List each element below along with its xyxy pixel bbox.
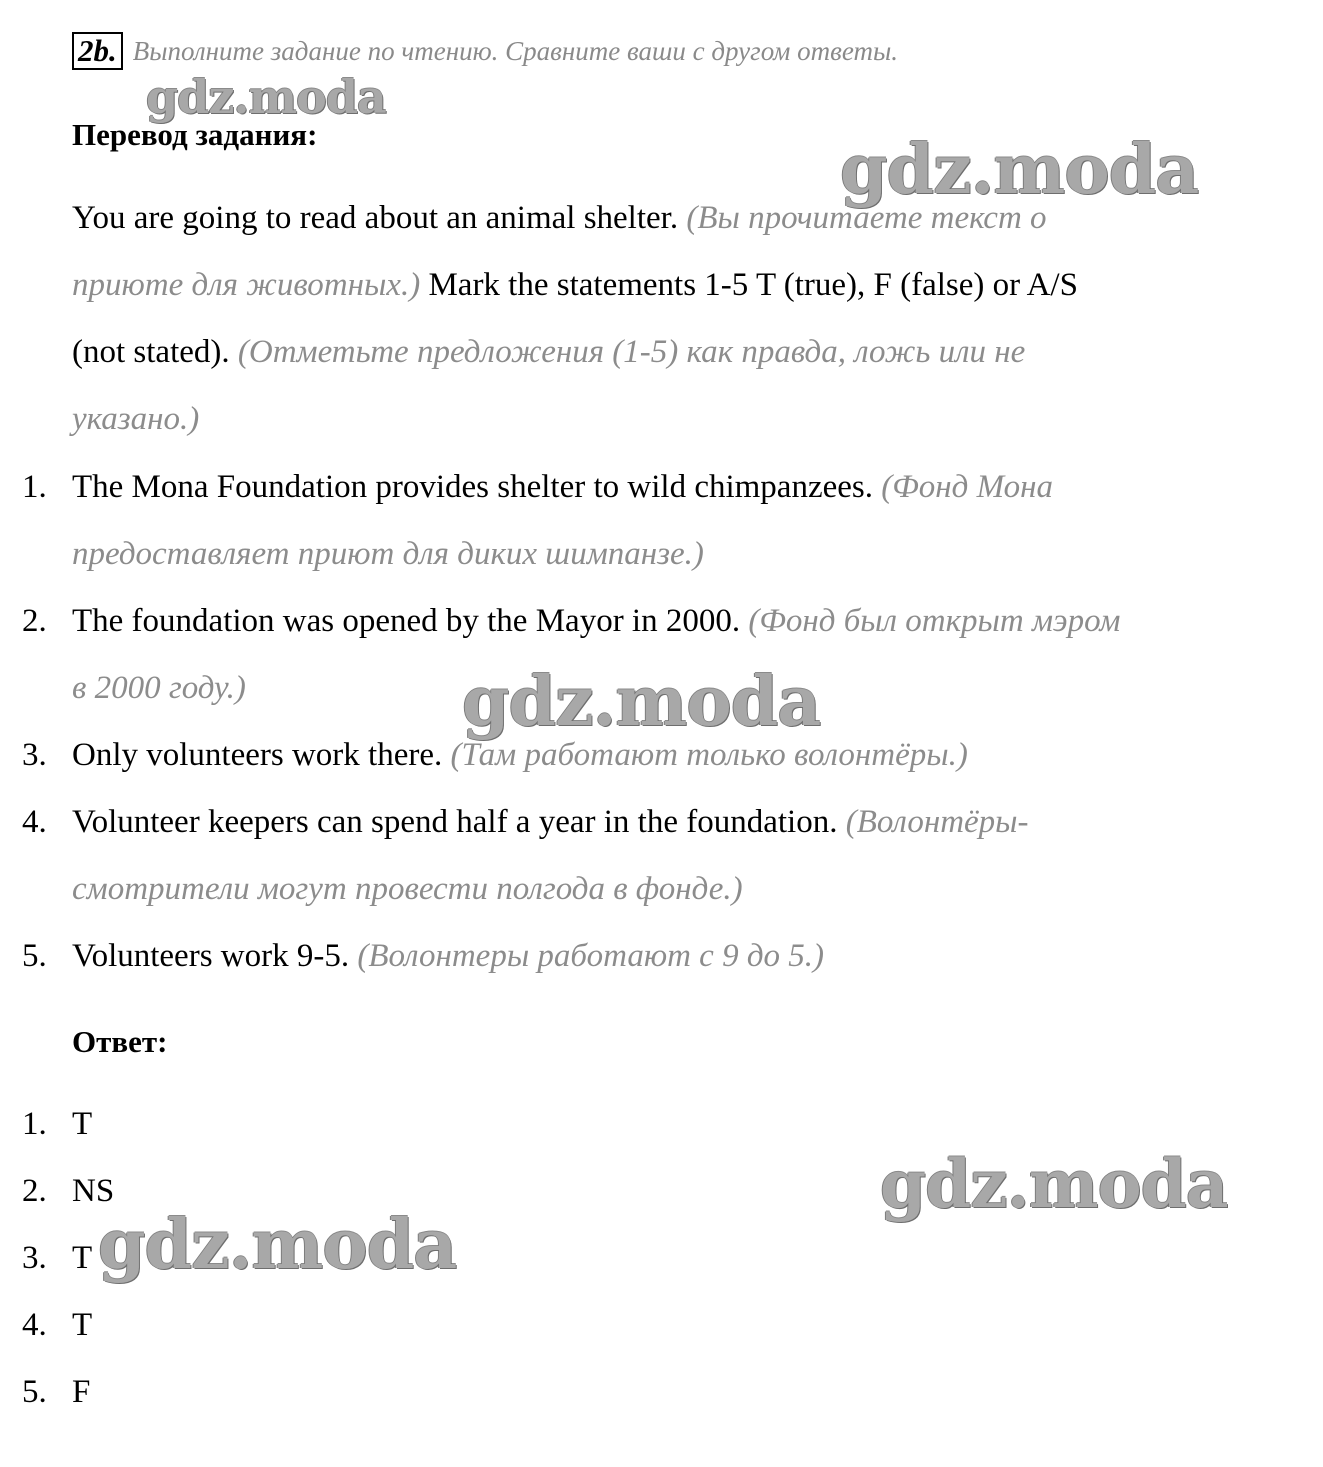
watermark-logo: gdz.moda	[98, 1205, 457, 1285]
statement-3	[72, 737, 968, 774]
statement-4-ru-cont: смотрители могут провести полгода в фонде.)	[72, 871, 743, 907]
task-instruction: Выполните задание по чтению. Сравните ваши с другом ответы.	[132, 35, 899, 66]
intro-line-3-ru: (Отметьте предложения (1-5) как правда, ложь или не	[237, 334, 1026, 370]
watermark-logo: gdz.moda	[880, 1145, 1228, 1223]
intro-line-2	[72, 267, 1078, 304]
statement-number: 2.	[22, 603, 47, 639]
statement-3-en: Only volunteers work there.	[72, 737, 443, 773]
intro-line-3	[72, 334, 1025, 371]
answer-value: NS	[72, 1173, 115, 1209]
answer-number: 1.	[22, 1106, 47, 1142]
intro-line-1-en: You are going to read about an animal shelter.	[72, 200, 679, 236]
statement-5	[72, 938, 824, 975]
statement-1-cont	[72, 536, 704, 573]
answer-value: T	[72, 1106, 93, 1142]
statement-1	[72, 469, 1053, 506]
answer-number: 5.	[22, 1374, 47, 1410]
answer-value: F	[72, 1374, 91, 1410]
statement-5-ru: (Волонтеры работают с 9 до 5.)	[357, 938, 824, 974]
intro-line-3-en: (not stated).	[72, 334, 230, 370]
answer-number: 4.	[22, 1307, 47, 1343]
answer-value: T	[72, 1240, 93, 1276]
statement-1-ru: (Фонд Мона	[881, 469, 1053, 505]
statement-2-cont	[72, 670, 246, 707]
translation-heading: Перевод задания:	[72, 117, 318, 152]
statement-3-ru: (Там работают только волонтёры.)	[450, 737, 968, 773]
intro-line-4-ru: указано.)	[72, 401, 200, 437]
statement-2-ru: (Фонд был открыт мэром	[748, 603, 1121, 639]
intro-line-4	[72, 401, 199, 438]
statement-number: 4.	[22, 804, 47, 840]
statement-number: 5.	[22, 938, 47, 974]
intro-line-2-en: Mark the statements 1-5 T (true), F (false) or A/S	[428, 267, 1078, 303]
task-number: 2b.	[72, 32, 123, 70]
answer-number: 3.	[22, 1240, 47, 1276]
watermark-logo: gdz.moda	[146, 70, 386, 124]
statement-4	[72, 804, 1029, 841]
statement-4-cont	[72, 871, 743, 908]
statement-2-en: The foundation was opened by the Mayor in 2000.	[72, 603, 741, 639]
statement-4-en: Volunteer keepers can spend half a year in the foundation.	[72, 804, 838, 840]
intro-line-2-ru: приюте для животных.)	[72, 267, 421, 303]
answer-number: 2.	[22, 1173, 47, 1209]
statement-2	[72, 603, 1120, 640]
statement-1-ru-cont: предоставляет приют для диких шимпанзе.)	[72, 536, 704, 572]
statement-5-en: Volunteers work 9-5.	[72, 938, 350, 974]
watermark-logo: gdz.moda	[840, 130, 1199, 210]
statement-1-en: The Mona Foundation provides shelter to wild chimpanzees.	[72, 469, 873, 505]
watermark-logo: gdz.moda	[462, 662, 821, 742]
statement-number: 1.	[22, 469, 47, 505]
answer-heading: Ответ:	[72, 1024, 168, 1059]
answer-value: T	[72, 1307, 93, 1343]
intro-line-1-ru: (Вы прочитаете текст о	[686, 200, 1047, 236]
statement-number: 3.	[22, 737, 47, 773]
statement-4-ru: (Волонтёры-	[845, 804, 1029, 840]
statement-2-ru-cont: в 2000 году.)	[72, 670, 246, 706]
task-header	[72, 32, 898, 72]
